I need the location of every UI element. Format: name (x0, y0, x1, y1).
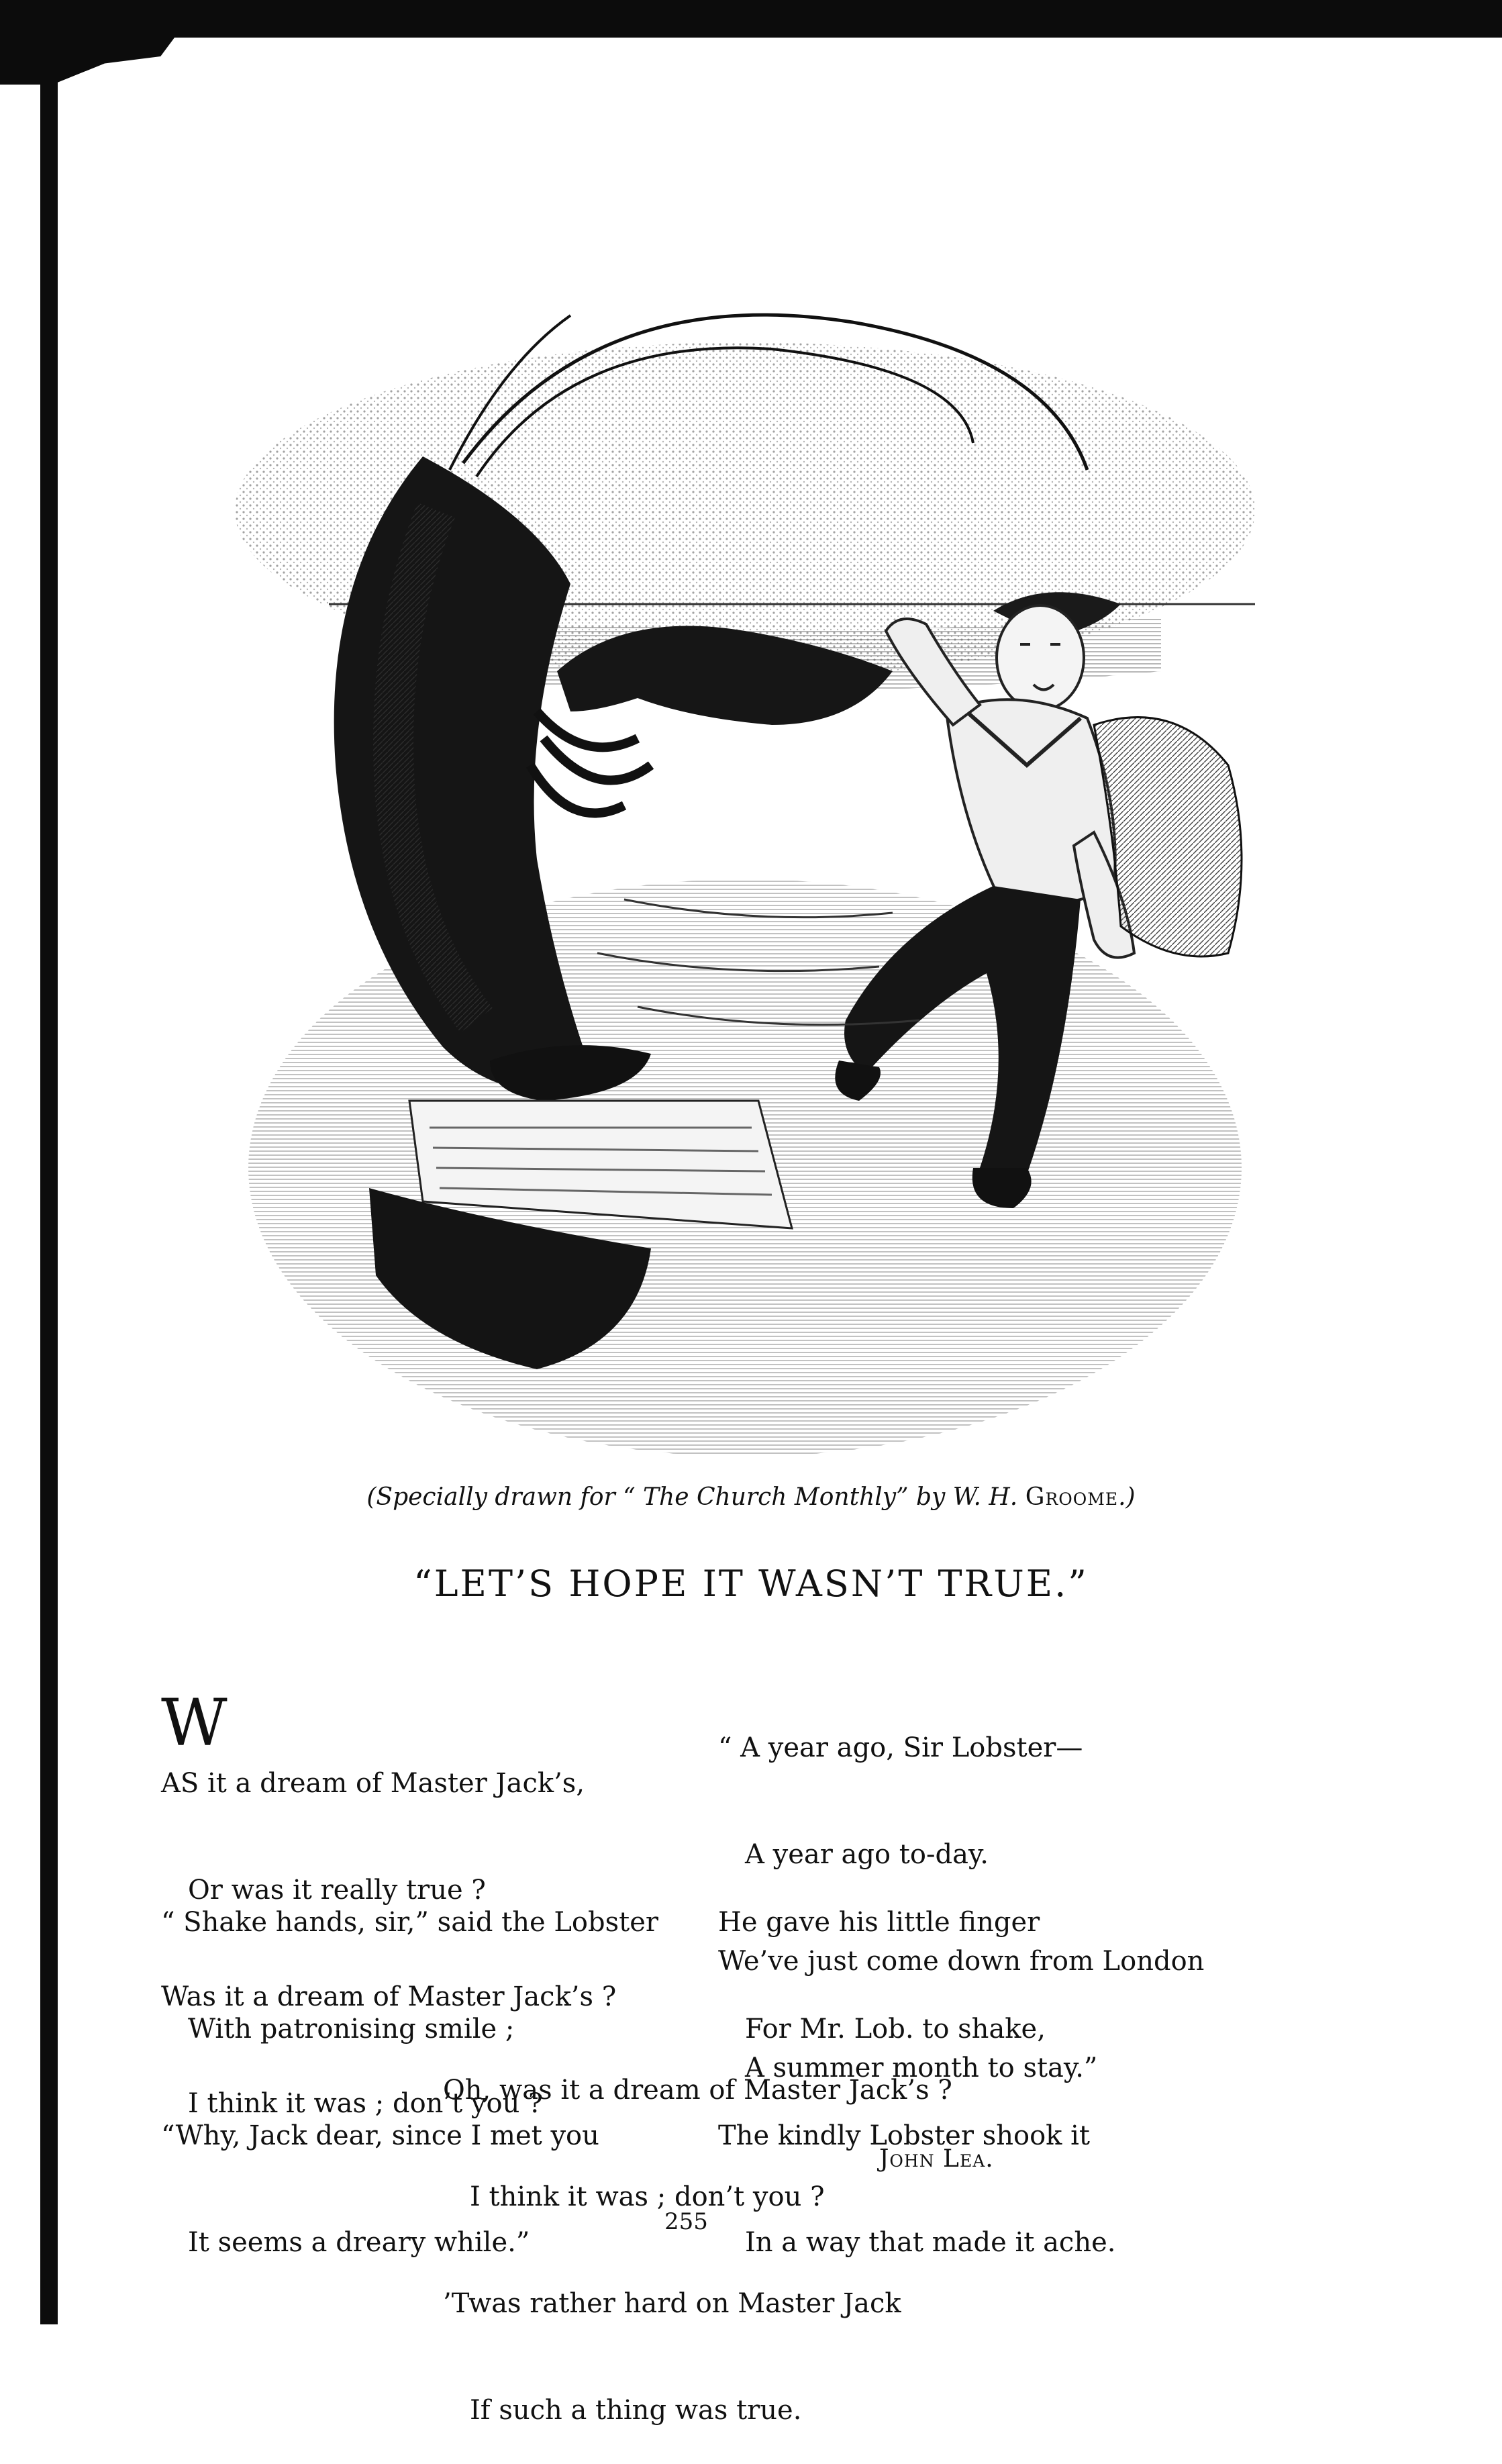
stanza-3-line-2: A year ago to-day. (745, 1839, 989, 1870)
stanza-5-line-3: ’Twas rather hard on Master Jack (443, 2288, 901, 2319)
illustration-caption (0, 1483, 1502, 1511)
stanza-1-line-4: I think it was ; don’t you ? (188, 2088, 543, 2119)
page-left-border (40, 67, 58, 2324)
stanza-5-line-2: I think it was ; don’t you ? (470, 2181, 825, 2212)
stanza-4-line-3: The kindly Lobster shook it (718, 2120, 1090, 2151)
page-number: 255 (664, 2208, 708, 2235)
stanza-4-line-2: For Mr. Lob. to shake, (745, 2014, 1046, 2044)
caption-suffix: .) (1118, 1483, 1136, 1511)
stanza-2-line-4: It seems a dreary while.” (188, 2227, 530, 2258)
caption-artist-surname: Groome (1025, 1483, 1119, 1511)
stanza-2-line-2: With patronising smile ; (188, 2014, 515, 2044)
stanza-5-line-4: If such a thing was true. (470, 2395, 802, 2426)
lobster-small-claws (530, 711, 651, 813)
stanza-1-line-2: Or was it really true ? (188, 1875, 486, 1906)
illustration-lobster-and-boy (221, 295, 1268, 1477)
stanza-2-line-1: “ Shake hands, sir,” said the Lobster (161, 1907, 659, 1938)
stanza-3-line-1: “ A year ago, Sir Lobster— (718, 1732, 1083, 1763)
page-top-border (0, 0, 1502, 38)
stanza-2-line-3: “Why, Jack dear, since I met you (161, 2120, 599, 2151)
author-signature: John Lea. (879, 2145, 994, 2173)
stanza-4-line-1: He gave his little finger (718, 1907, 1040, 1938)
caption-prefix: (Specially drawn for “ The Church Monthly” by W. H. (366, 1483, 1025, 1511)
stanza-4-line-4: In a way that made it ache. (745, 2227, 1116, 2258)
drop-cap: W (161, 1685, 228, 1761)
stanza-3-line-4: A summer month to stay.” (745, 2053, 1098, 2083)
stanza-5-line-1: Oh, was it a dream of Master Jack’s ? (443, 2075, 952, 2106)
boy-head (997, 605, 1084, 710)
stanza-1-line-3: Was it a dream of Master Jack’s ? (161, 1981, 617, 2012)
poem-title: “LET’S HOPE IT WASN’T TRUE.” (413, 1563, 1089, 1605)
stanza-1-line-1: AS it a dream of Master Jack’s, (161, 1768, 585, 1799)
stanza-3-line-3: We’ve just come down from London (718, 1946, 1205, 1977)
engraving-image (221, 295, 1268, 1477)
page-top-border-fragment (0, 38, 174, 85)
